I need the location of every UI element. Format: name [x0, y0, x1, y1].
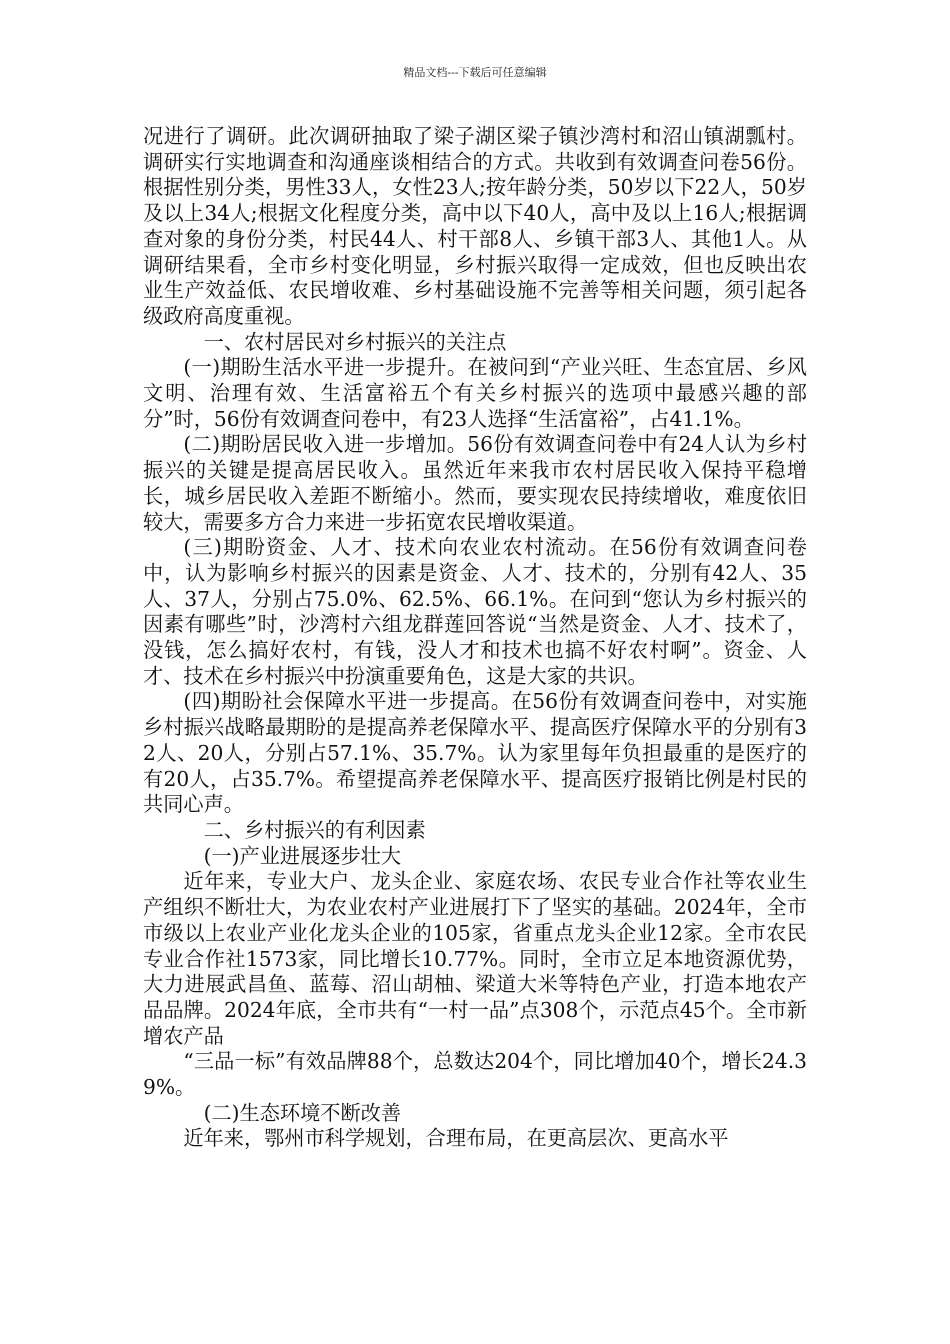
paragraph-income: (二)期盼居民收入进一步增加。56份有效调查问卷中有24人认为乡村振兴的关键是提高居民收入。虽然近年来我市农村居民收入保持平稳增长，城乡居民收入差距不断缩小。然而，要实现农民持续增收，难度依旧较大，需要多方合力来进一步拓宽农民增收渠道。 — [143, 432, 807, 534]
subheading-ecology: (二)生态环境不断改善 — [203, 1100, 402, 1125]
paragraph-ecology: 近年来，鄂州市科学规划，合理布局，在更高层次、更高水平 — [183, 1126, 729, 1151]
page-header: 精品文档---下载后可任意编辑 — [403, 66, 547, 79]
subheading-industry: (一)产业进展逐步壮大 — [203, 843, 402, 868]
paragraph-survey-intro: 况进行了调研。此次调研抽取了梁子湖区梁子镇沙湾村和沼山镇湖瓢村。调研实行实地调查和沟通座谈相结合的方式。共收到有效调查问卷56份。根据性别分类，男性33人，女性23人;按年龄分类，50岁以下22人，50岁及以上34人;根据文化程度分类，高中以下40人，高中及以上16人;根据调查对象的身份分类，村民44人、村干部8人、乡镇干部3人、其他1人。从调研结果看，全市乡村变化明显，乡村振兴取得一定成效，但也反映出农业生产效益低、农民增收难、乡村基础设施不完善等相关问题，须引起各级政府高度重视。 — [143, 124, 807, 328]
document-body — [143, 124, 807, 1152]
paragraph-brands: “三品一标”有效品牌88个，总数达204个，同比增加40个，增长24.39%。 — [143, 1049, 807, 1100]
paragraph-industry: 近年来，专业大户、龙头企业、家庭农场、农民专业合作社等农业生产组织不断壮大，为农业农村产业进展打下了坚实的基础。2024年，全市市级以上农业产业化龙头企业的105家，省重点龙头企业12家。全市农民专业合作社1573家，同比增长10.77%。同时，全市立足本地资源优势，大力进展武昌鱼、蓝莓、沼山胡柚、梁道大米等特色产业，打造本地农产品品牌。2024年底，全市共有“一村一品”点308个，示范点45个。全市新增农产品 — [143, 869, 807, 1048]
section-heading-favorable-factors: 二、乡村振兴的有利因素 — [203, 817, 426, 842]
section-heading-concerns: 一、农村居民对乡村振兴的关注点 — [203, 329, 507, 354]
paragraph-living-standard: (一)期盼生活水平进一步提升。在被问到“产业兴旺、生态宜居、乡风文明、治理有效、生活富裕五个有关乡村振兴的选项中最感兴趣的部分”时，56份有效调查问卷中，有23人选择“生活富裕”，占41.1%。 — [143, 355, 807, 431]
paragraph-social-security: (四)期盼社会保障水平进一步提高。在56份有效调查问卷中，对实施乡村振兴战略最期盼的是提高养老保障水平、提高医疗保障水平的分别有32人、20人，分别占57.1%、35.7%。认为家里每年负担最重的是医疗的有20人，占35.7%。希望提高养老保障水平、提高医疗报销比例是村民的共同心声。 — [143, 689, 807, 817]
paragraph-capital-talent-tech: (三)期盼资金、人才、技术向农业农村流动。在56份有效调查问卷中，认为影响乡村振兴的因素是资金、人才、技术的，分别有42人、35人、37人，分别占75.0%、62.5%、66.1%。在问到“您认为乡村振兴的因素有哪些”时，沙湾村六组龙群莲回答说“当然是资金、人才、技术了，没钱，怎么搞好农村，有钱，没人才和技术也搞不好农村啊”。资金、人才、技术在乡村振兴中扮演重要角色，这是大家的共识。 — [143, 535, 807, 688]
